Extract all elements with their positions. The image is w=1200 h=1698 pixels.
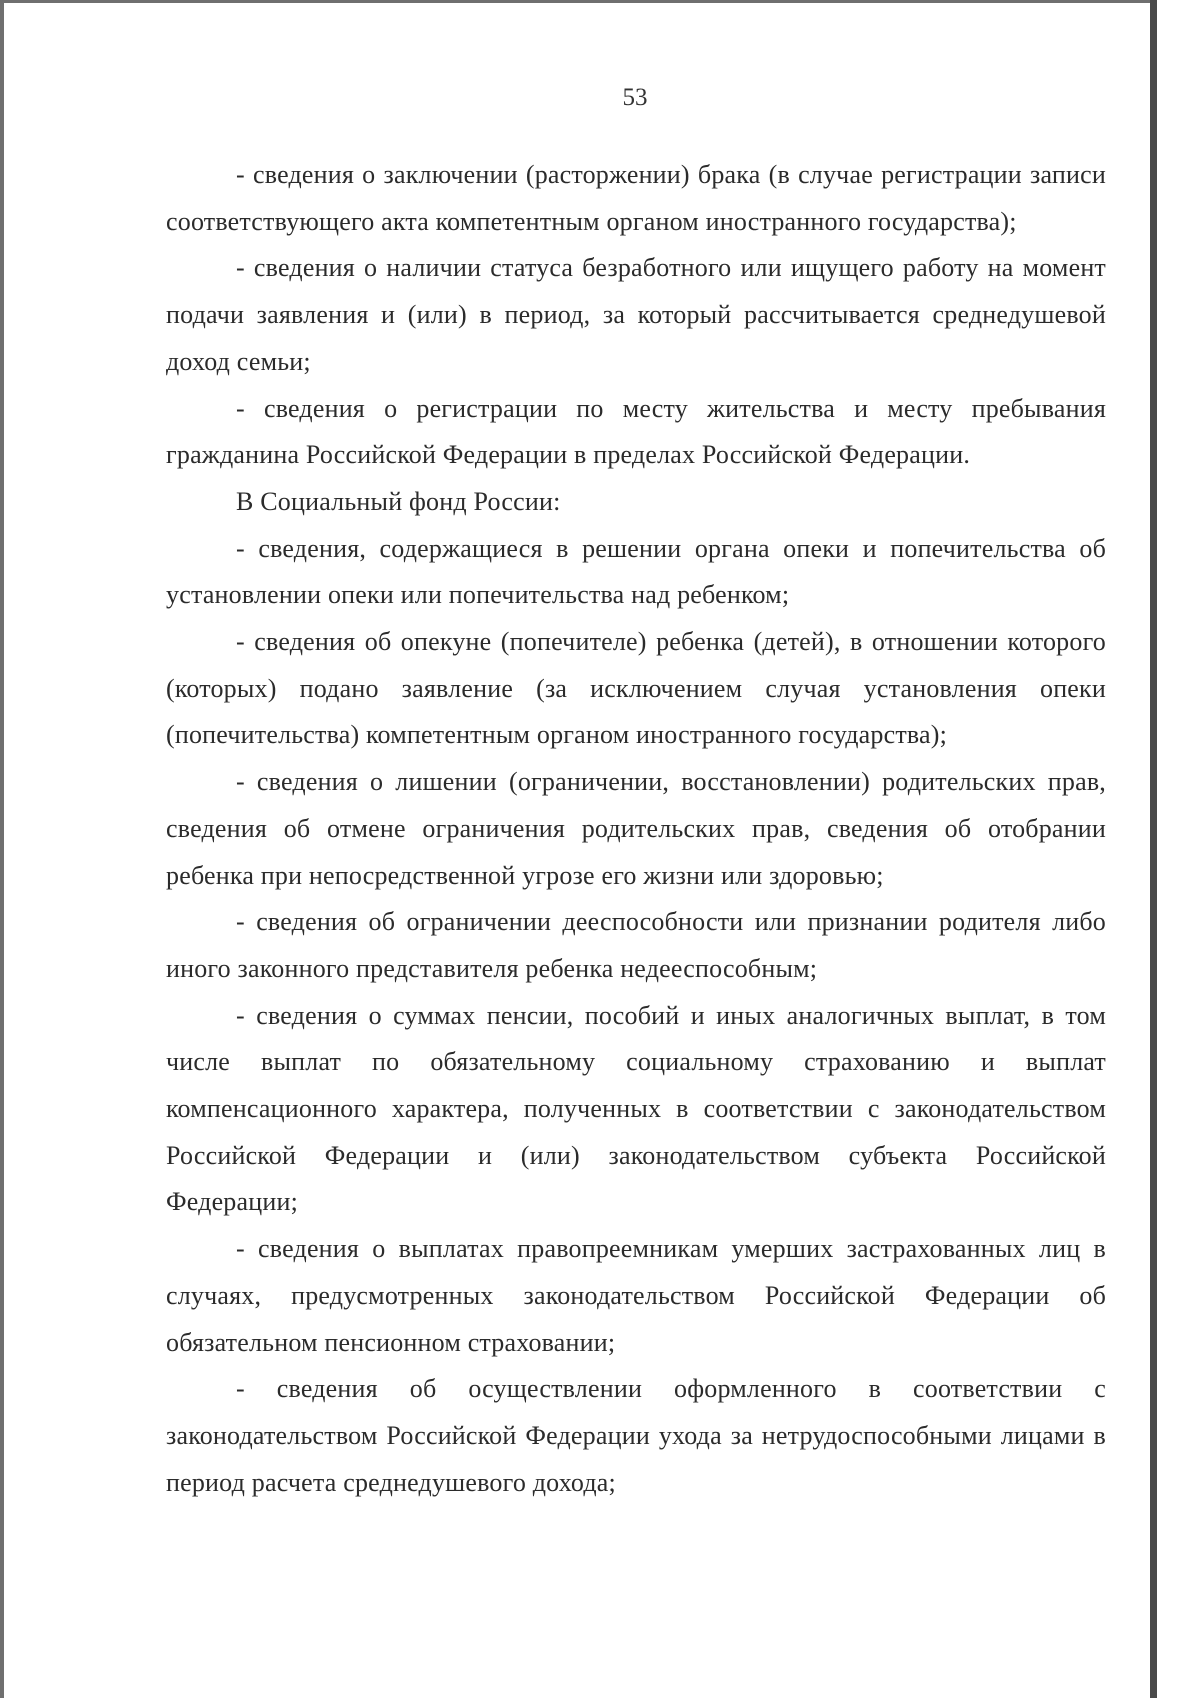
paragraph-pension-amounts: - сведения о суммах пенсии, пособий и иных аналогичных выплат, в том числе выплат по обязательному социальному страхованию и выплат компенсационного характера, полученных в соответствии с законодательством Российской Федерации и (или) законодательством субъекта Российской Федерации; <box>166 1000 1106 1217</box>
document-body <box>166 152 1106 1506</box>
paragraph-marriage-info: - сведения о заключении (расторжении) брака (в случае регистрации записи соответствующего акта компетентным органом иностранного государства); <box>166 160 1106 236</box>
paragraph-care-for-disabled: - сведения об осуществлении оформленного в соответствии с законодательством Российской Федерации ухода за нетрудоспособными лицами в период расчета среднедушевого дохода; <box>166 1374 1106 1497</box>
scan-border-right <box>1150 0 1157 1698</box>
paragraph-registration: - сведения о регистрации по месту жительства и месту пребывания гражданина Российской Федерации в пределах Российской Федерации. <box>166 393 1106 470</box>
paragraph-guardianship-decision: - сведения, содержащиеся в решении органа опеки и попечительства об установлении опеки или попечительства над ребенком; <box>166 533 1106 610</box>
paragraph-unemployed-status: - сведения о наличии статуса безработного или ищущего работу на момент подачи заявления и (или) в период, за который рассчитывается среднедушевой доход семьи; <box>166 253 1106 376</box>
paragraph-social-fund-heading: В Социальный фонд России: <box>236 486 561 516</box>
page-number: 53 <box>622 84 648 111</box>
scan-border-left <box>0 0 4 1698</box>
paragraph-parental-rights: - сведения о лишении (ограничении, восстановлении) родительских прав, сведения об отмене ограничения родительских прав, сведения об отобрании ребенка при непосредственной угрозе его жизни или здоровью; <box>166 767 1106 890</box>
paragraph-successor-payments: - сведения о выплатах правопреемникам умерших застрахованных лиц в случаях, предусмотренных законодательством Российской Федерации об обязательном пенсионном страховании; <box>166 1234 1106 1357</box>
scan-margin-right <box>1157 0 1200 1698</box>
paragraph-guardian-info: - сведения об опекуне (попечителе) ребенка (детей), в отношении которого (которых) подано заявление (за исключением случая установления опеки (попечительства) компетентным органом иностранного государства); <box>166 627 1106 750</box>
paragraph-legal-capacity: - сведения об ограничении дееспособности или признании родителя либо иного законного представителя ребенка недееспособным; <box>166 907 1106 983</box>
scan-border-top <box>0 0 1200 3</box>
